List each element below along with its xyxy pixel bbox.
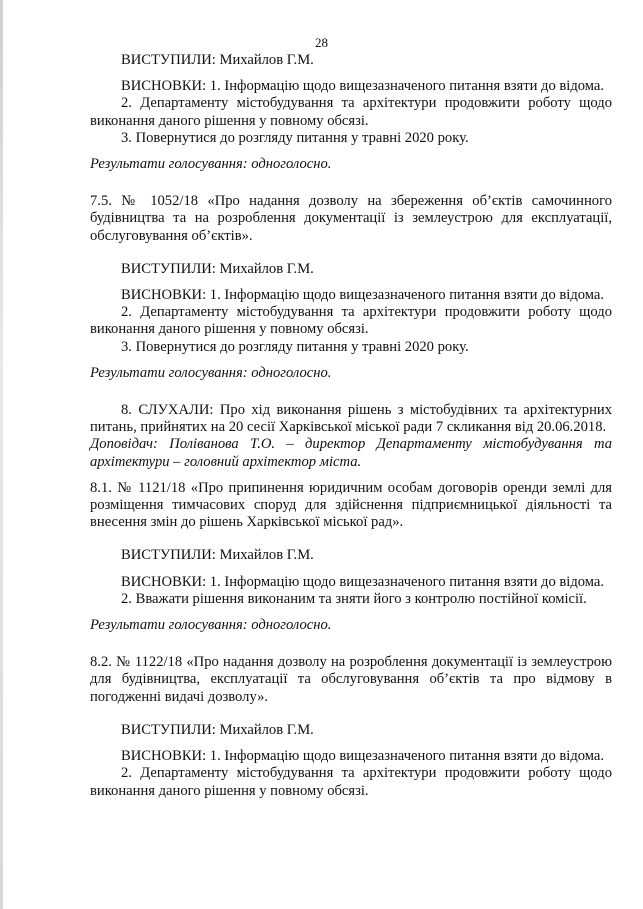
speakers-line: ВИСТУПИЛИ: Михайлов Г.М. [121, 721, 314, 738]
vote-result: Результати голосування: одноголосно. [90, 156, 332, 173]
conclusion-line: 2. Вважати рішення виконаним та зняти його з контролю постійної комісії. [121, 590, 587, 607]
conclusion-line: ВИСНОВКИ: 1. Інформацію щодо вищезазначеного питання взяти до відома. [121, 573, 605, 590]
conclusion-line: ВИСНОВКИ: 1. Інформацію щодо вищезазначеного питання взяти до відома. [121, 78, 605, 95]
conclusion-line: ВИСНОВКИ: 1. Інформацію щодо вищезазначеного питання взяти до відома. [121, 748, 605, 765]
speakers-line: ВИСТУПИЛИ: Михайлов Г.М. [121, 260, 314, 277]
vote-result: Результати голосування: одноголосно. [90, 364, 332, 381]
conclusion-line: 2. Департаменту містобудування та архітектури продовжити роботу щодо виконання даного рішення у повному обсязі. [90, 765, 612, 799]
speakers-line: ВИСТУПИЛИ: Михайлов Г.М. [121, 52, 314, 68]
page-body [90, 52, 612, 800]
heard-item: 8. СЛУХАЛИ: Про хід виконання рішень з містобудівних та архітектурних питань, прийнятих на 20 сесії Харківської міської ради 7 скликання від 20.06.2018. [90, 402, 612, 436]
page-number: 28 [315, 35, 328, 50]
speakers-line: ВИСТУПИЛИ: Михайлов Г.М. [121, 547, 314, 564]
conclusion-line: ВИСНОВКИ: 1. Інформацію щодо вищезазначеного питання взяти до відома. [121, 287, 605, 304]
conclusion-line: 3. Повернутися до розгляду питання у травні 2020 року. [121, 129, 469, 146]
conclusion-line: 2. Департаменту містобудування та архітектури продовжити роботу щодо виконання даного рішення у повному обсязі. [90, 304, 612, 338]
reporter-line: Доповідач: Поліванова Т.О. – директор Департаменту містобудування та архітектури – головний архітектор міста. [90, 436, 612, 470]
conclusion-line: 3. Повернутися до розгляду питання у травні 2020 року. [121, 338, 469, 355]
agenda-item: 8.1. № 1121/18 «Про припинення юридичним особам договорів оренди землі для розміщення тимчасових споруд для здійснення підприємницької діяльності та внесення змін до рішень Харківської міської рад». [90, 479, 612, 531]
agenda-item: 8.2. № 1122/18 «Про надання дозволу на розроблення документації із землеустрою для будівництва, експлуатації та обслуговування об’єктів та про відмову в погодженні видачі дозволу». [90, 654, 612, 705]
scan-edge [0, 0, 3, 909]
agenda-item: 7.5. № 1052/18 «Про надання дозволу на збереження об’єктів самочинного будівництва та на розроблення документації із землеустрою для експлуатації, обслуговування об’єктів». [90, 193, 612, 244]
vote-result: Результати голосування: одноголосно. [90, 617, 332, 634]
conclusion-line: 2. Департаменту містобудування та архітектури продовжити роботу щодо виконання даного рішення у повному обсязі. [90, 95, 612, 129]
